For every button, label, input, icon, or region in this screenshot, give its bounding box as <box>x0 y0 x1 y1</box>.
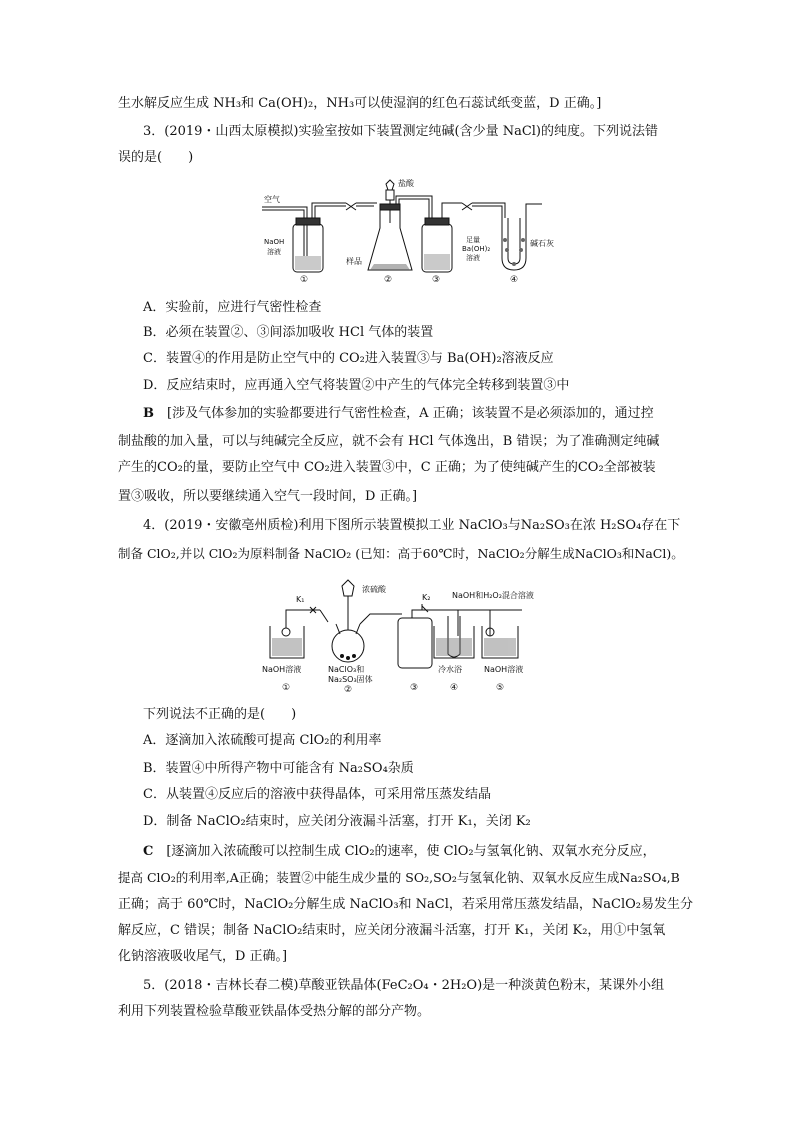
label-num-2: ② <box>344 685 353 694</box>
answer-3-line-3: 产生的CO₂的量，要防止空气中 CO₂进入装置③中，C 正确；为了使纯碱产生的CO₂全部被装 <box>118 460 656 475</box>
answer-4-line-2: 提高 ClO₂的利用率,A正确；装置②中能生成少量的 SO₂,SO₂与氢氧化钠、双氧水反应生成Na₂SO₄,B <box>118 870 680 885</box>
question-4-stem: 4．(2019・安徽亳州质检)利用下图所示装置模拟工业 NaClO₃与Na₂SO₃在浓 H₂SO₄存在下 <box>143 518 681 533</box>
label-solid-2: Na₂SO₃固体 <box>328 675 373 684</box>
option-3D: D．反应结束时，应再通入空气将装置②中产生的气体完全转移到装置③中 <box>143 378 570 393</box>
answer-3-letter: B <box>143 406 154 421</box>
label-num-3: ③ <box>432 275 441 285</box>
label-k1: K₁ <box>296 595 305 604</box>
answer-4-line-1: C [逐滴加入浓硫酸可以控制生成 ClO₂的速率，使 ClO₂与氢氧化钠、双氧水充分反应， <box>143 844 656 859</box>
option-4A: A．逐滴加入浓硫酸可提高 ClO₂的利用率 <box>143 733 382 748</box>
label-num-2: ② <box>384 275 393 285</box>
answer-3-line-2: 制盐酸的加入量，可以与纯碱完全反应，就不会有 HCl 气体逸出，B 错误；为了准确测定纯碱 <box>118 434 660 449</box>
apparatus-figure-2 <box>262 576 586 694</box>
label-num-4: ④ <box>510 275 519 285</box>
option-3B: B．必须在装置②、③间添加吸收 HCl 气体的装置 <box>143 325 434 340</box>
apparatus-figure-1 <box>262 178 562 286</box>
question-4-prompt: 下列说法不正确的是( ) <box>143 707 297 722</box>
label-num-3: ③ <box>410 683 419 693</box>
label-hcl: 盐酸 <box>398 179 414 188</box>
label-conc-h2so4: 浓硫酸 <box>362 585 386 594</box>
label-num-1: ① <box>300 275 309 285</box>
label-sample: 样品 <box>346 257 362 266</box>
label-soda-lime: 碱石灰 <box>530 239 554 248</box>
option-3A: A．实验前，应进行气密性检查 <box>143 300 322 315</box>
answer-3-line-1: B [涉及气体参加的实验都要进行气密性检查，A 正确；该装置不是必须添加的，通过控 <box>143 406 654 421</box>
answer-4-line-3: 正确；高于 60℃时，NaClO₂分解生成 NaClO₃和 NaCl，若采用常压蒸发结晶，NaClO₂易发生分 <box>118 897 694 912</box>
label-cold-bath: 冷水浴 <box>438 665 462 674</box>
option-4D: D．制备 NaClO₂结束时，应关闭分液漏斗活塞，打开 K₁，关闭 K₂ <box>143 814 531 829</box>
question-5-stem: 5．(2018・吉林长春二模)草酸亚铁晶体(FeC₂O₄・2H₂O)是一种淡黄色粉末，某课外小组 <box>143 978 665 993</box>
label-num-1: ① <box>282 683 291 693</box>
label-naoh-h2o2: NaOH和H₂O₂混合溶液 <box>452 591 534 600</box>
question-3-stem: 3．(2019・山西太原模拟)实验室按如下装置测定纯碱(含少量 NaCl)的纯度。下列说法错 <box>143 124 659 139</box>
label-naoh-left: NaOH溶液 <box>262 665 302 674</box>
label-ba-2: Ba(OH)₂ <box>462 245 491 253</box>
label-solid-1: NaClO₃和 <box>328 665 365 674</box>
answer-4-letter: C <box>143 844 154 859</box>
question-5-stem-cont: 利用下列装置检验草酸亚铁晶体受热分解的部分产物。 <box>118 1004 431 1019</box>
label-k2: K₂ <box>422 593 431 602</box>
answer-4-line-5: 化钠溶液吸收尾气，D 正确。] <box>118 949 288 964</box>
answer-3-line-4: 置③吸收，所以要继续通入空气一段时间，D 正确。] <box>118 489 418 504</box>
label-naoh-1: NaOH <box>264 238 285 246</box>
label-num-4: ④ <box>450 683 459 693</box>
option-4C: C．从装置④反应后的溶液中获得晶体，可采用常压蒸发结晶 <box>143 787 491 802</box>
answer-4-line-4: 解反应，C 错误；制备 NaClO₂结束时，应关闭分液漏斗活塞，打开 K₁，关闭 K₂，用①中氢氧 <box>118 923 666 938</box>
question-3-stem-cont: 误的是( ) <box>118 150 194 165</box>
option-3C: C．装置④的作用是防止空气中的 CO₂进入装置③与 Ba(OH)₂溶液反应 <box>143 351 554 366</box>
label-num-5: ⑤ <box>496 683 505 693</box>
text-line: 生水解反应生成 NH₃和 Ca(OH)₂，NH₃可以使湿润的红色石蕊试纸变蓝，D 正确。] <box>118 96 602 111</box>
label-naoh-2: 溶液 <box>267 248 281 256</box>
label-ba-3: 溶液 <box>466 254 480 262</box>
label-naoh-right: NaOH溶液 <box>484 665 524 674</box>
label-ba-1: 足量 <box>466 236 480 244</box>
question-4-stem-cont: 制备 ClO₂,并以 ClO₂为原料制备 NaClO₂ (已知：高于60℃时，NaClO₂分解生成NaClO₃和NaCl)。 <box>118 546 684 561</box>
option-4B: B．装置④中所得产物中可能含有 Na₂SO₄杂质 <box>143 761 414 776</box>
label-air: 空气 <box>264 195 280 204</box>
